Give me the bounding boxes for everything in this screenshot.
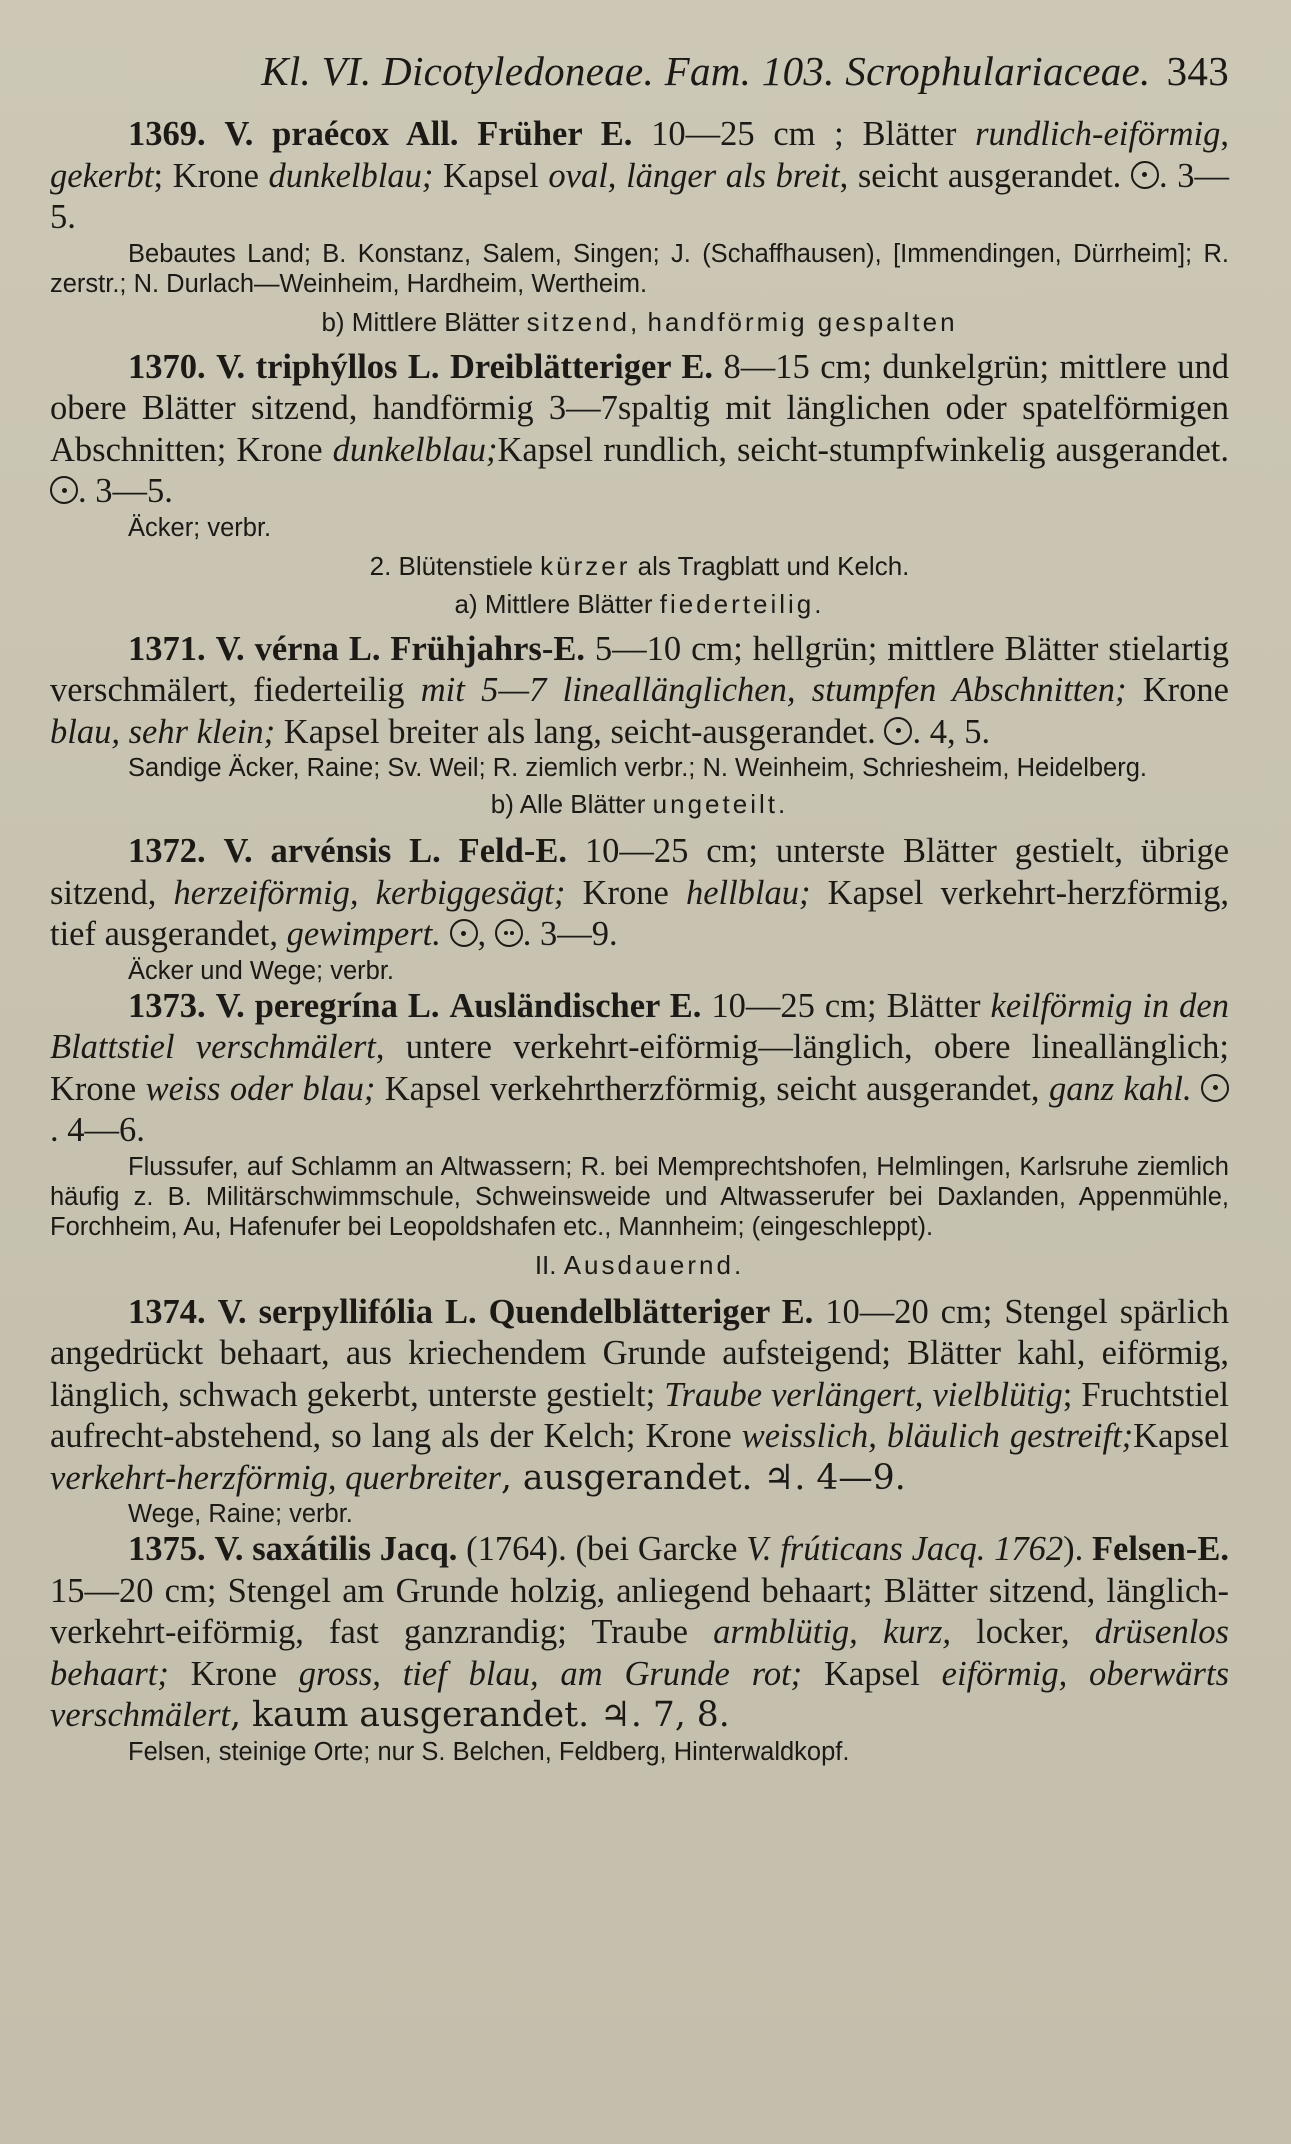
species-name: V. triphýllos L. bbox=[216, 347, 440, 386]
common-name: Frühjahrs-E. bbox=[390, 629, 585, 668]
key-text: b) Alle Blätter bbox=[490, 789, 646, 819]
species-name: V. arvénsis L. bbox=[223, 832, 441, 870]
entry-text: Krone bbox=[1126, 671, 1229, 709]
entry-text: Kapsel verkehrt-herzförmig, tief ausgerandet, bbox=[50, 873, 1229, 953]
entry-text: , untere verkehrt-eiförmig—länglich, obere lineallänglich; Krone bbox=[50, 1028, 1229, 1108]
entry-text: , kaum ausgerandet. ♃. 7, 8. bbox=[230, 1695, 730, 1735]
key-text: b) Mittlere Blätter bbox=[321, 306, 520, 337]
key-spaced-text: fiederteilig. bbox=[659, 588, 825, 619]
entry-text: ; Fruchtstiel aufrecht-abstehend, so lang als der Kelch; Krone bbox=[50, 1375, 1229, 1455]
entry-1373 bbox=[50, 986, 1229, 1152]
entry-text: 10—20 cm; Stengel spärlich angedrückt behaart, aus kriechendem Grunde aufsteigend; Blätter kahl, eiförmig, länglich, schwach gekerbt, unterste gestielt; bbox=[50, 1292, 1229, 1414]
key-text: II. bbox=[534, 1249, 557, 1280]
entry-italic: blau, sehr klein; bbox=[50, 712, 276, 751]
entry-italic: dunkelblau; bbox=[268, 156, 434, 195]
entry-number: 1373. bbox=[128, 986, 206, 1025]
entry-text: . 3—5. bbox=[78, 472, 173, 510]
annual-symbol-icon bbox=[884, 717, 912, 745]
species-name: V. vérna L. bbox=[215, 629, 381, 668]
entry-1371 bbox=[50, 629, 1229, 754]
common-name: Feld-E. bbox=[458, 832, 567, 870]
common-name: Früher E. bbox=[477, 115, 633, 153]
entry-number: 1374. bbox=[128, 1292, 206, 1331]
annual-symbol-icon bbox=[50, 476, 78, 504]
entry-text: Krone bbox=[565, 873, 686, 912]
entry-text: 5—10 cm; hellgrün; mittlere Blätter stielartig verschmälert, fiederteilig bbox=[50, 629, 1230, 709]
entry-italic: V. frúticans Jacq. 1762 bbox=[746, 1530, 1064, 1568]
entry-text: , seicht ausgerandet. bbox=[839, 156, 1131, 195]
entry-1372 bbox=[50, 831, 1229, 956]
header-title: Kl. VI. Dicotyledoneae. Fam. 103. Scrophulariaceae. bbox=[261, 48, 1151, 94]
key-line-ii bbox=[50, 1250, 1229, 1280]
key-spaced-text: sitzend, bbox=[526, 306, 641, 337]
entry-text: ). bbox=[1063, 1530, 1092, 1568]
entry-text: 10—25 cm; Blätter bbox=[701, 986, 991, 1025]
key-spaced-text: kürzer bbox=[540, 550, 631, 581]
annual-symbol-icon bbox=[450, 919, 478, 947]
entry-text: Kapsel rundlich, seicht-stumpfwinkelig ausgerandet. bbox=[497, 430, 1229, 469]
key-spaced-text: handförmig gespalten bbox=[647, 306, 958, 337]
common-name: Quendelblätteriger E. bbox=[488, 1292, 814, 1331]
entry-italic: ganz kahl. bbox=[1048, 1069, 1192, 1108]
entry-number: 1369. bbox=[128, 115, 206, 153]
entry-italic: armblütig, kurz, bbox=[713, 1613, 951, 1651]
entry-text: locker, bbox=[951, 1613, 1095, 1651]
entry-text: . 4—6. bbox=[50, 1111, 145, 1149]
entry-text: 8—15 cm; dunkelgrün; mittlere und obere Blätter sitzend, handförmig 3—7spaltig mit länglichen oder spatelförmigen Abschnitten; Krone bbox=[50, 347, 1230, 469]
key-text: 2. Blütenstiele bbox=[369, 550, 533, 581]
entry-italic: Traube verlängert, vielblütig bbox=[664, 1375, 1063, 1414]
running-header bbox=[50, 42, 1229, 100]
entry-number: 1371. bbox=[128, 629, 206, 668]
key-spaced-text: Ausdauernd. bbox=[563, 1249, 745, 1280]
entry-italic: rundlich-eiförmig bbox=[975, 115, 1221, 153]
key-line-2 bbox=[50, 551, 1229, 581]
species-name: V. praécox All. bbox=[224, 115, 459, 153]
entry-italic: eiförmig, oberwärts verschmälert bbox=[50, 1654, 1229, 1734]
species-name: V. saxátilis Jacq. bbox=[214, 1530, 458, 1568]
entry-italic: dunkelblau; bbox=[332, 430, 498, 469]
entry-italic: gewimpert. bbox=[286, 915, 441, 953]
key-line-b1 bbox=[50, 307, 1229, 337]
key-spaced-text: ungeteilt. bbox=[652, 789, 789, 819]
entry-1369 bbox=[50, 114, 1229, 239]
entry-text: Kapsel breiter als lang, seicht-ausgerandet. bbox=[275, 712, 885, 751]
locality-1373: Flussufer, auf Schlamm an Altwassern; R. bei Memprechtshofen, Helmlingen, Karlsruhe ziemlich häufig z. B. Militärschwimmschule, Schweinsweide und Altwasserufer bei Daxlanden, Appenmühle, Forchheim, Au, Hafenufer bei Leopoldshafen etc., Mannheim; (eingeschleppt). bbox=[50, 1152, 1229, 1241]
species-name: V. peregrína L. bbox=[215, 986, 440, 1025]
entry-text: 15—20 cm; Stengel am Grunde holzig, anliegend behaart; Blätter sitzend, länglich-verkehrt-eiförmig, fast ganzrandig; Traube bbox=[50, 1571, 1229, 1651]
entry-text: , ausgerandet. ♃. 4—9. bbox=[500, 1457, 906, 1498]
entry-italic: mit 5—7 lineallänglichen, stumpfen Abschnitten; bbox=[420, 671, 1127, 709]
entry-italic: verkehrt-herzförmig, querbreiter bbox=[50, 1458, 501, 1497]
locality-1371: Sandige Äcker, Raine; Sv. Weil; R. ziemlich verbr.; N. Weinheim, Schriesheim, Heidelberg. bbox=[128, 754, 1147, 782]
entry-italic: oval, länger als breit bbox=[548, 156, 840, 195]
entry-italic: gekerbt bbox=[50, 156, 154, 195]
locality-1372: Äcker und Wege; verbr. bbox=[128, 956, 394, 985]
entry-1370 bbox=[50, 347, 1229, 513]
entry-italic: weisslich, bläulich gestreift; bbox=[741, 1417, 1134, 1455]
entry-text: Krone bbox=[168, 1654, 299, 1693]
key-line-a bbox=[50, 589, 1229, 619]
key-text: a) Mittlere Blätter bbox=[454, 588, 653, 619]
annual-symbol-icon bbox=[1201, 1074, 1229, 1102]
entry-italic: gross, tief blau, am Grunde rot; bbox=[298, 1654, 803, 1693]
page-number: 343 bbox=[1166, 48, 1229, 94]
annual-symbol-icon bbox=[1131, 161, 1159, 189]
entry-number: 1370. bbox=[128, 347, 206, 386]
entry-text: . 3—9. bbox=[522, 915, 618, 953]
entry-text: Kapsel bbox=[802, 1654, 942, 1693]
common-name: Ausländischer E. bbox=[449, 986, 702, 1025]
entry-text: (1764). (bei Garcke bbox=[457, 1530, 747, 1568]
entry-italic: weiss oder blau; bbox=[145, 1069, 376, 1108]
locality-1375: Felsen, steinige Orte; nur S. Belchen, Feldberg, Hinterwaldkopf. bbox=[128, 1737, 850, 1766]
entry-text: , bbox=[1220, 115, 1230, 153]
entry-text: . 3—5. bbox=[50, 156, 1229, 236]
common-name: Felsen-E. bbox=[1091, 1530, 1229, 1568]
locality-1374: Wege, Raine; verbr. bbox=[128, 1500, 353, 1528]
entry-italic: drüsenlos behaart; bbox=[50, 1613, 1229, 1693]
key-text: als Tragblatt und Kelch. bbox=[637, 550, 910, 581]
entry-number: 1372. bbox=[128, 832, 206, 870]
entry-text: Kapsel verkehrtherzförmig, seicht ausgerandet, bbox=[375, 1069, 1049, 1108]
entry-italic: keilförmig in den Blattstiel verschmälert bbox=[50, 986, 1229, 1066]
entry-text: 10—25 cm; unterste Blätter gestielt, übrige sitzend, bbox=[50, 832, 1230, 912]
entry-text: . 4, 5. bbox=[912, 712, 991, 751]
biennial-symbol-icon bbox=[495, 919, 523, 947]
entry-italic: herzeiförmig, kerbiggesägt; bbox=[173, 873, 566, 912]
entry-text: 10—25 cm ; Blätter bbox=[632, 115, 976, 153]
entry-text: ; Krone bbox=[153, 156, 269, 195]
entry-1374 bbox=[50, 1292, 1229, 1500]
entry-text: , bbox=[477, 915, 495, 953]
entry-italic: hellblau; bbox=[685, 873, 811, 912]
locality-1369: Bebautes Land; B. Konstanz, Salem, Singen; J. (Schaffhausen), [Immendingen, Dürrheim]; R. zerstr.; N. Durlach—Weinheim, Hardheim, Wertheim. bbox=[50, 239, 1229, 298]
entry-number: 1375. bbox=[128, 1530, 206, 1568]
common-name: Dreiblätteriger E. bbox=[450, 347, 714, 386]
locality-1370: Äcker; verbr. bbox=[128, 513, 272, 542]
key-line-b2 bbox=[50, 789, 1229, 819]
entry-1375 bbox=[50, 1529, 1229, 1737]
entry-text bbox=[1192, 1070, 1201, 1108]
entry-text: Kapsel bbox=[1133, 1417, 1229, 1455]
entry-text: Kapsel bbox=[433, 156, 549, 195]
species-name: V. serpyllifólia L. bbox=[217, 1292, 477, 1331]
